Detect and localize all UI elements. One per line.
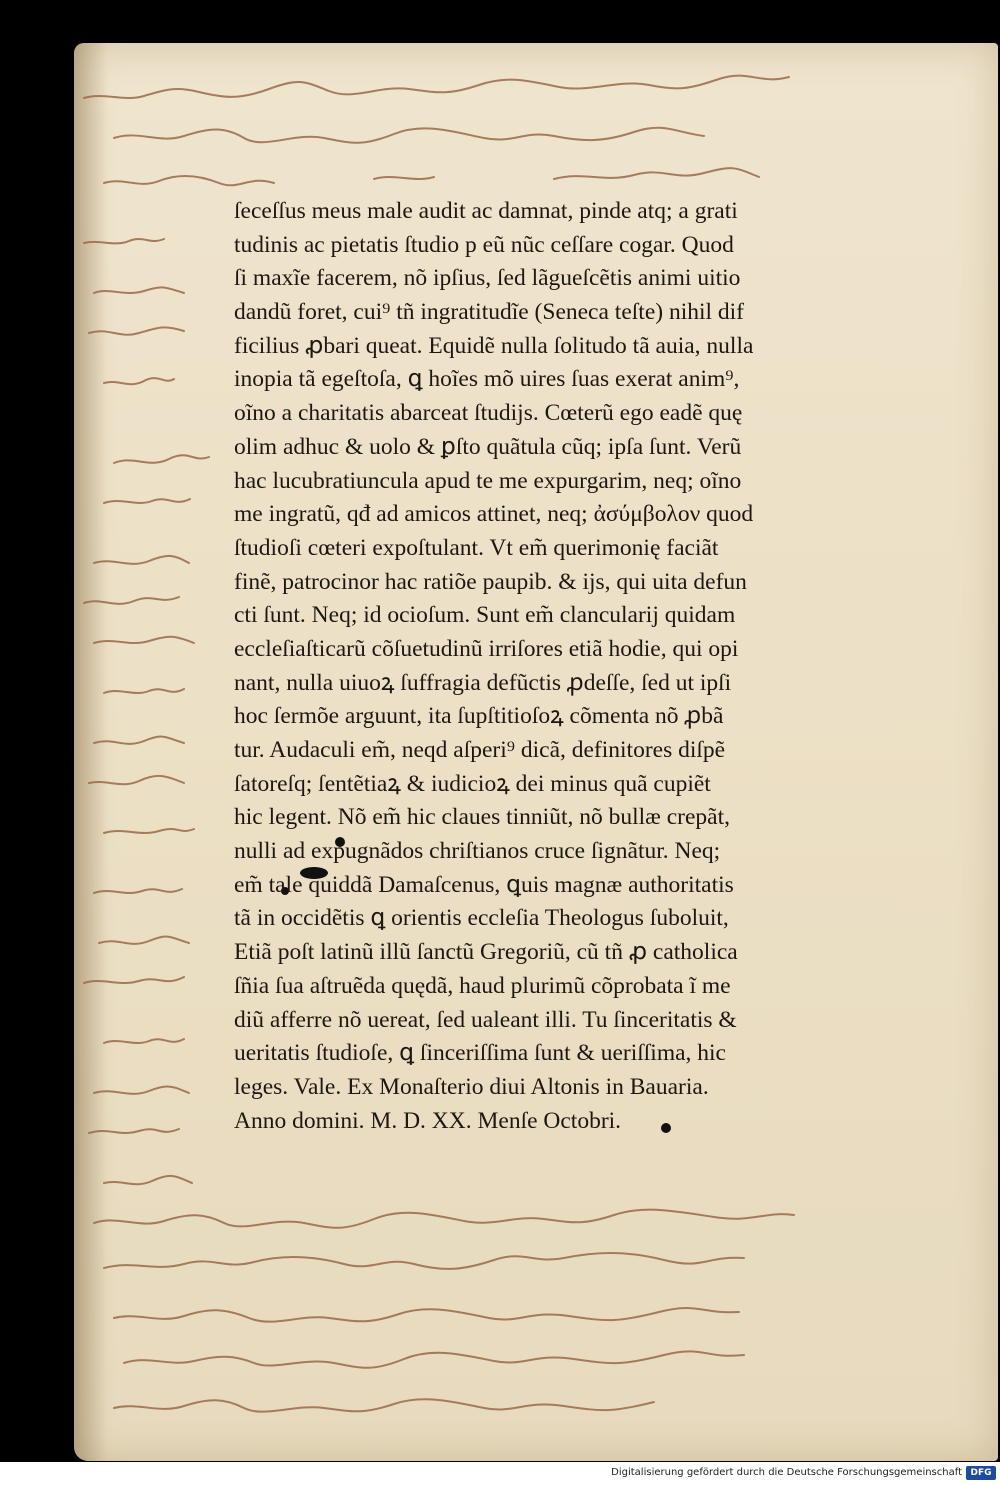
- text-line: hac lucubratiuncula apud te me expurgarim, neq; oĩno: [234, 467, 742, 494]
- text-line: ſtudioſi cœteri expoſtulant. Vt em̃ querimonię faciãt: [234, 534, 719, 561]
- text-line: inopia tã egeſtoſa, ꝗ hoĩes mõ uires ſuas exerat anim⁹,: [234, 366, 740, 393]
- footer-credit: Digitalisierung gefördert durch die Deutsche Forschungsgemeinschaft: [611, 1467, 962, 1478]
- text-line: tudinis ac pietatis ſtudio p eũ nũc ceſſare cogar. Quod: [234, 231, 734, 258]
- manuscript-page: [74, 43, 998, 1461]
- text-line: hoc ſermõe arguunt, ita ſupſtitioſoꝝ cõmenta nõ ꝓbã: [234, 703, 724, 730]
- text-line: nulli ad expugnãdos chriſtianos cruce ſignãtur. Neq;: [234, 838, 721, 865]
- text-line: em̃ tale quiddã Damaſcenus, ꝗuis magnæ authoritatis: [234, 871, 734, 898]
- text-line: dandũ foret, cui⁹ tñ ingratitudĩe (Seneca teſte) nihil dif: [234, 299, 745, 326]
- text-line: ſeceſſus meus male audit ac damnat, pinde atq; a grati: [234, 198, 738, 224]
- text-line: Anno domini. M. D. XX. Menſe Octobri.: [234, 1107, 622, 1134]
- text-line: hic legent. Nõ em̃ hic claues tinniũt, nõ bullæ crepãt,: [234, 804, 730, 831]
- text-line: diũ afferre nõ uereat, ſed ualeant illi. Tu ſinceritatis &: [234, 1006, 737, 1033]
- printed-text-block: [234, 195, 934, 1138]
- text-line: olim adhuc & uolo & ꝑſto quãtula cũq; ipſa ſunt. Verũ: [234, 433, 742, 460]
- text-line: leges. Vale. Ex Monaſterio diui Altonis in Bauaria.: [234, 1073, 709, 1100]
- text-line: cti ſunt. Neq; id ocioſum. Sunt em̃ clancularij quidam: [234, 602, 736, 629]
- text-line: ſatoreſq; ſentẽtiaꝝ & iudicioꝝ dei minus quã cupiẽt: [234, 770, 711, 797]
- dfg-logo: DFG: [966, 1466, 996, 1480]
- text-line: ficilius ꝓbari queat. Equidẽ nulla ſolitudo tã auia, nulla: [234, 332, 754, 359]
- text-line: ſñia ſua aſtruẽda quędã, haud plurimũ cõprobata ĩ me: [234, 972, 731, 999]
- text-line: oĩno a charitatis abarceat ſtudijs. Cœterũ ego eadẽ quę: [234, 400, 743, 427]
- text-line: ſi maxĩe facerem, nõ ipſius, ſed lãgueſcẽtis animi uitio: [234, 265, 741, 292]
- text-line: ueritatis ſtudioſe, ꝗ ſinceriſſima ſunt & ueriſſima, hic: [234, 1040, 726, 1067]
- text-line: tã in occidẽtis ꝗ orientis eccleſia Theologus ſuboluit,: [234, 905, 729, 932]
- text-line: eccleſiaſticarũ cõſuetudinũ irriſores etiã hodie, qui opi: [234, 635, 739, 662]
- text-line: nant, nulla uiuoꝝ ſuffragia defũctis ꝓdeſſe, ſed ut ipſi: [234, 669, 732, 696]
- text-line: finẽ, patrocinor hac ratiõe paupib. & ijs, qui uita defun: [234, 568, 747, 595]
- text-line: tur. Audaculi em̃, neqd aſperi⁹ dicã, definitores diſpẽ: [234, 737, 726, 763]
- text-line: Etiã poſt latinũ illũ ſanctũ Gregoriũ, cũ tñ ꝓ catholica: [234, 939, 738, 966]
- text-line: me ingratũ, qđ ad amicos attinet, neq; ἀσύμβολον quod: [234, 501, 754, 528]
- footer-bar: [0, 1462, 1000, 1485]
